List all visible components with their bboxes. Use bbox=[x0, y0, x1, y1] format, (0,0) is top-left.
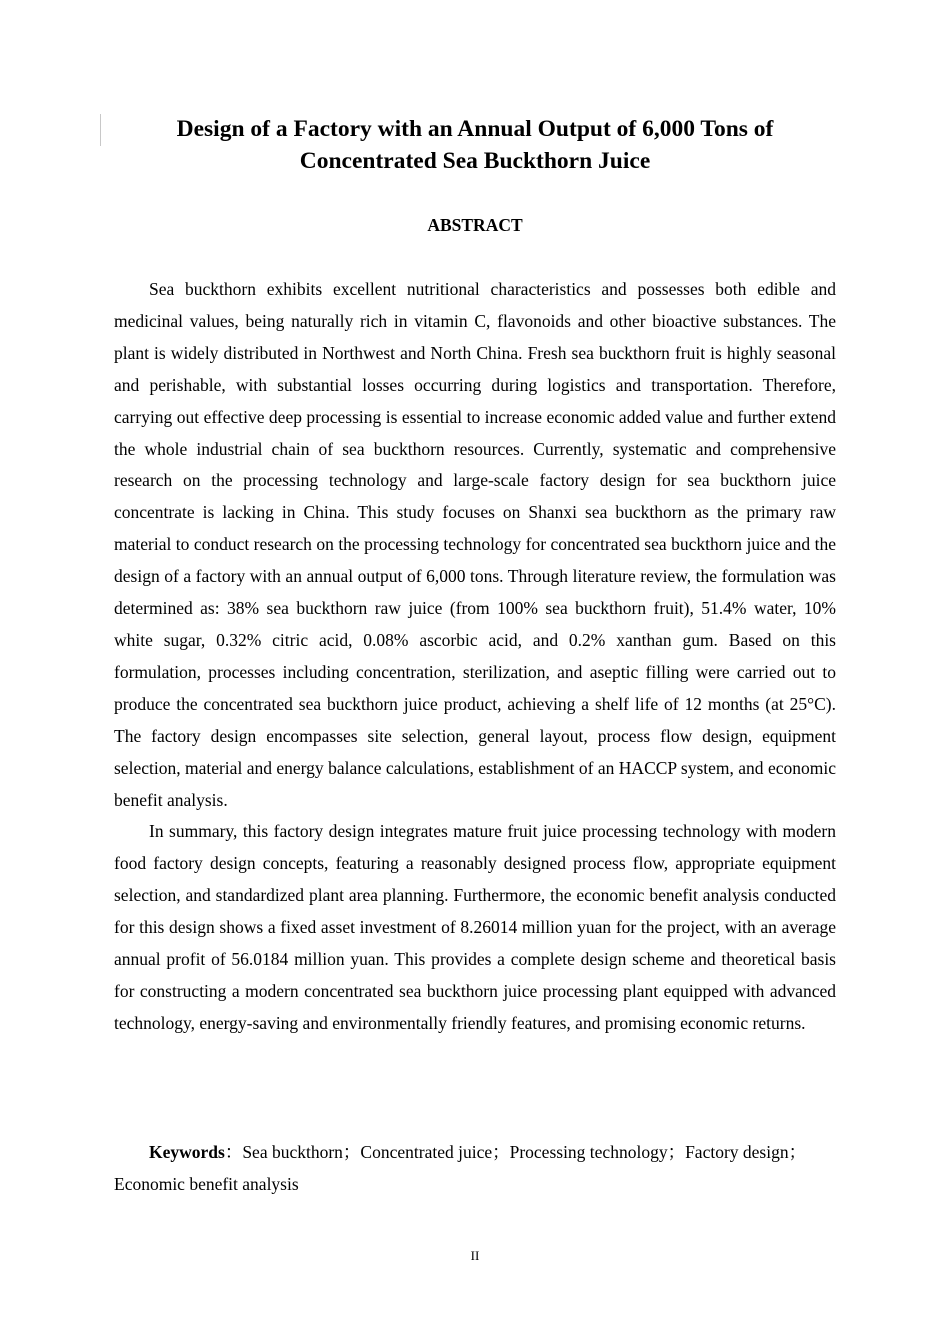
page-number: II bbox=[470, 1248, 480, 1263]
abstract-heading: ABSTRACT bbox=[427, 215, 523, 235]
keywords-list: Sea buckthorn；Concentrated juice；Processing technology；Factory design；Economic benefit analysis bbox=[114, 1142, 807, 1194]
keywords-separator: ： bbox=[224, 1142, 243, 1162]
abstract-body bbox=[114, 274, 836, 1040]
margin-mark bbox=[100, 114, 101, 146]
abstract-paragraph-1: Sea buckthorn exhibits excellent nutritional characteristics and possesses both edible and medicinal values, being naturally rich in vitamin C, flavonoids and other bioactive substances. The plant is widely distributed in Northwest and North China. Fresh sea buckthorn fruit is highly seasonal and perishable, with substantial losses occurring during logistics and transportation. Therefore, carrying out effective deep processing is essential to increase economic added value and further extend the whole industrial chain of sea buckthorn resources. Currently, systematic and comprehensive research on the processing technology and large-scale factory design for sea buckthorn juice concentrate is lacking in China. This study focuses on Shanxi sea buckthorn as the primary raw material to conduct research on the processing technology for concentrated sea buckthorn juice and the design of a factory with an annual output of 6,000 tons. Through literature review, the formulation was determined as: 38% sea buckthorn raw juice (from 100% sea buckthorn fruit), 51.4% water, 10% white sugar, 0.32% citric acid, 0.08% ascorbic acid, and 0.2% xanthan gum. Based on this formulation, processes including concentration, sterilization, and aseptic filling were carried out to produce the concentrated sea buckthorn juice product, achieving a shelf life of 12 months (at 25°C). The factory design encompasses site selection, general layout, process flow design, equipment selection, material and energy balance calculations, establishment of an HACCP system, and economic benefit analysis. bbox=[114, 279, 836, 810]
keywords-label: Keywords bbox=[149, 1142, 225, 1162]
keywords-line bbox=[114, 1136, 836, 1200]
document-title: Design of a Factory with an Annual Output of 6,000 Tons of Concentrated Sea Buckthorn Juice bbox=[176, 116, 774, 174]
abstract-paragraph-2: In summary, this factory design integrates mature fruit juice processing technology with modern food factory design concepts, featuring a reasonably designed process flow, appropriate equipment selection, and standardized plant area planning. Furthermore, the economic benefit analysis conducted for this design shows a fixed asset investment of 8.26014 million yuan for the project, with an average annual profit of 56.0184 million yuan. This provides a complete design scheme and theoretical basis for constructing a modern concentrated sea buckthorn juice processing plant equipped with advanced technology, energy-saving and environmentally friendly features, and promising economic returns. bbox=[114, 821, 836, 1033]
